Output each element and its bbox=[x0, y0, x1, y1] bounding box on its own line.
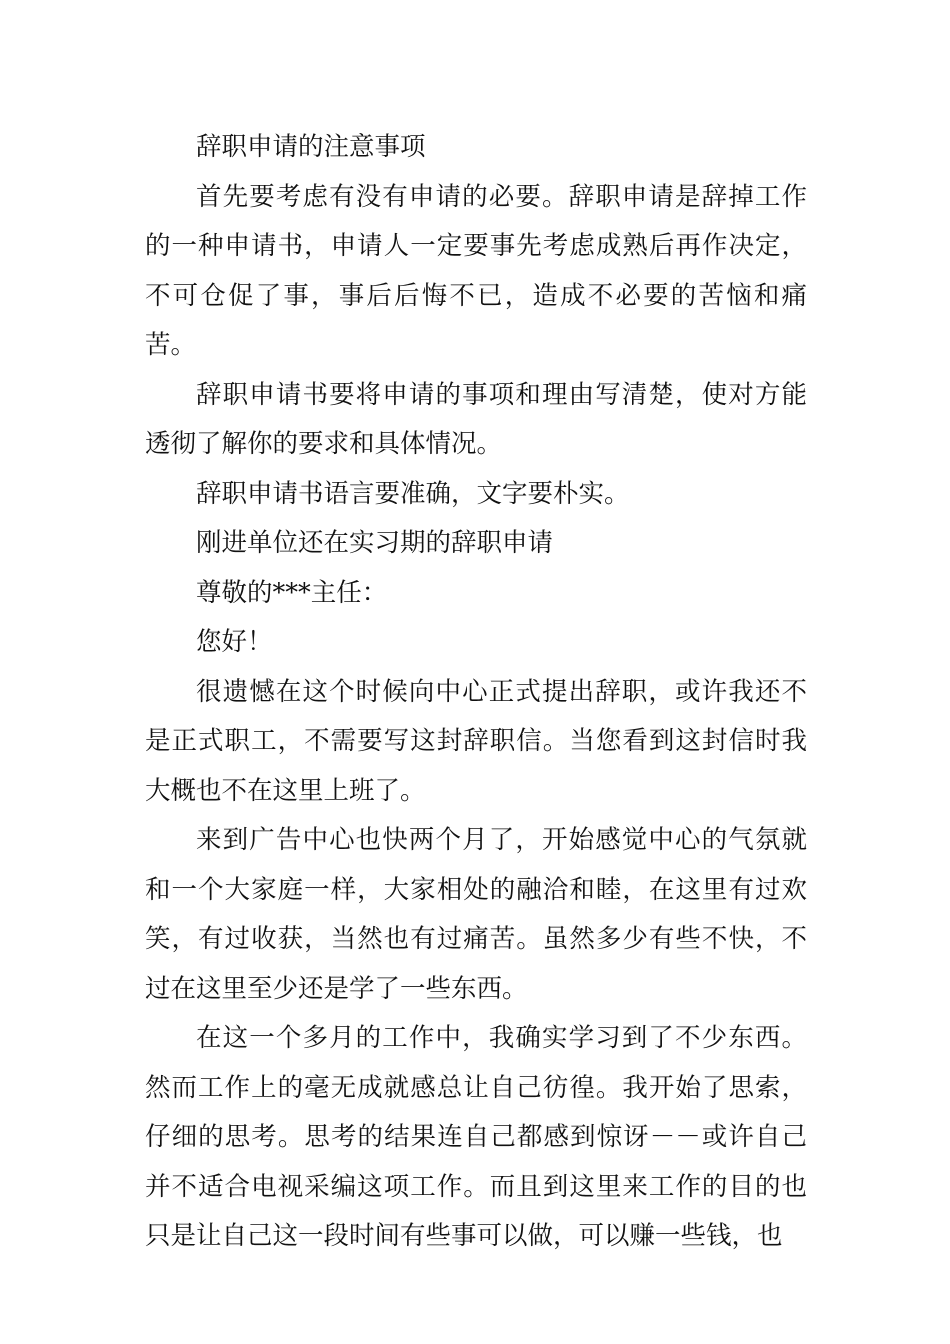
letter-paragraph-1: 很遗憾在这个时候向中心正式提出辞职，或许我还不是正式职工，不需要写这封辞职信。当您看到这封信时我大概也不在这里上班了。 bbox=[145, 676, 807, 806]
paragraph-necessity: 首先要考虑有没有申请的必要。辞职申请是辞掉工作的一种申请书，申请人一定要事先考虑成熟后再作决定，不可仓促了事，事后后悔不已，造成不必要的苦恼和痛苦。 bbox=[145, 181, 807, 360]
letter-paragraph-2: 来到广告中心也快两个月了，开始感觉中心的气氛就和一个大家庭一样，大家相处的融洽和睦，在这里有过欢笑，有过收获，当然也有过痛苦。虽然多少有些不快，不过在这里至少还是学了一些东西。 bbox=[145, 825, 807, 1004]
letter-paragraph-3: 在这一个多月的工作中，我确实学习到了不少东西。然而工作上的毫无成就感总让自己彷徨。我开始了思索，仔细的思考。思考的结果连自己都感到惊讶－－或许自己并不适合电视采编这项工作。而且到这里来工作的目的也只是让自己这一段时间有些事可以做，可以赚一些钱，也 bbox=[145, 1023, 807, 1251]
letter-title: 刚进单位还在实习期的辞职申请 bbox=[196, 528, 554, 558]
letter-salutation: 尊敬的***主任： bbox=[196, 577, 388, 608]
letter-greeting: 您好！ bbox=[196, 627, 273, 657]
paragraph-language: 辞职申请书语言要准确，文字要朴实。 bbox=[196, 478, 630, 509]
section-heading: 辞职申请的注意事项 bbox=[196, 132, 426, 162]
document-page bbox=[145, 123, 807, 1262]
paragraph-clarity: 辞职申请书要将申请的事项和理由写清楚，使对方能透彻了解你的要求和具体情况。 bbox=[145, 379, 807, 459]
